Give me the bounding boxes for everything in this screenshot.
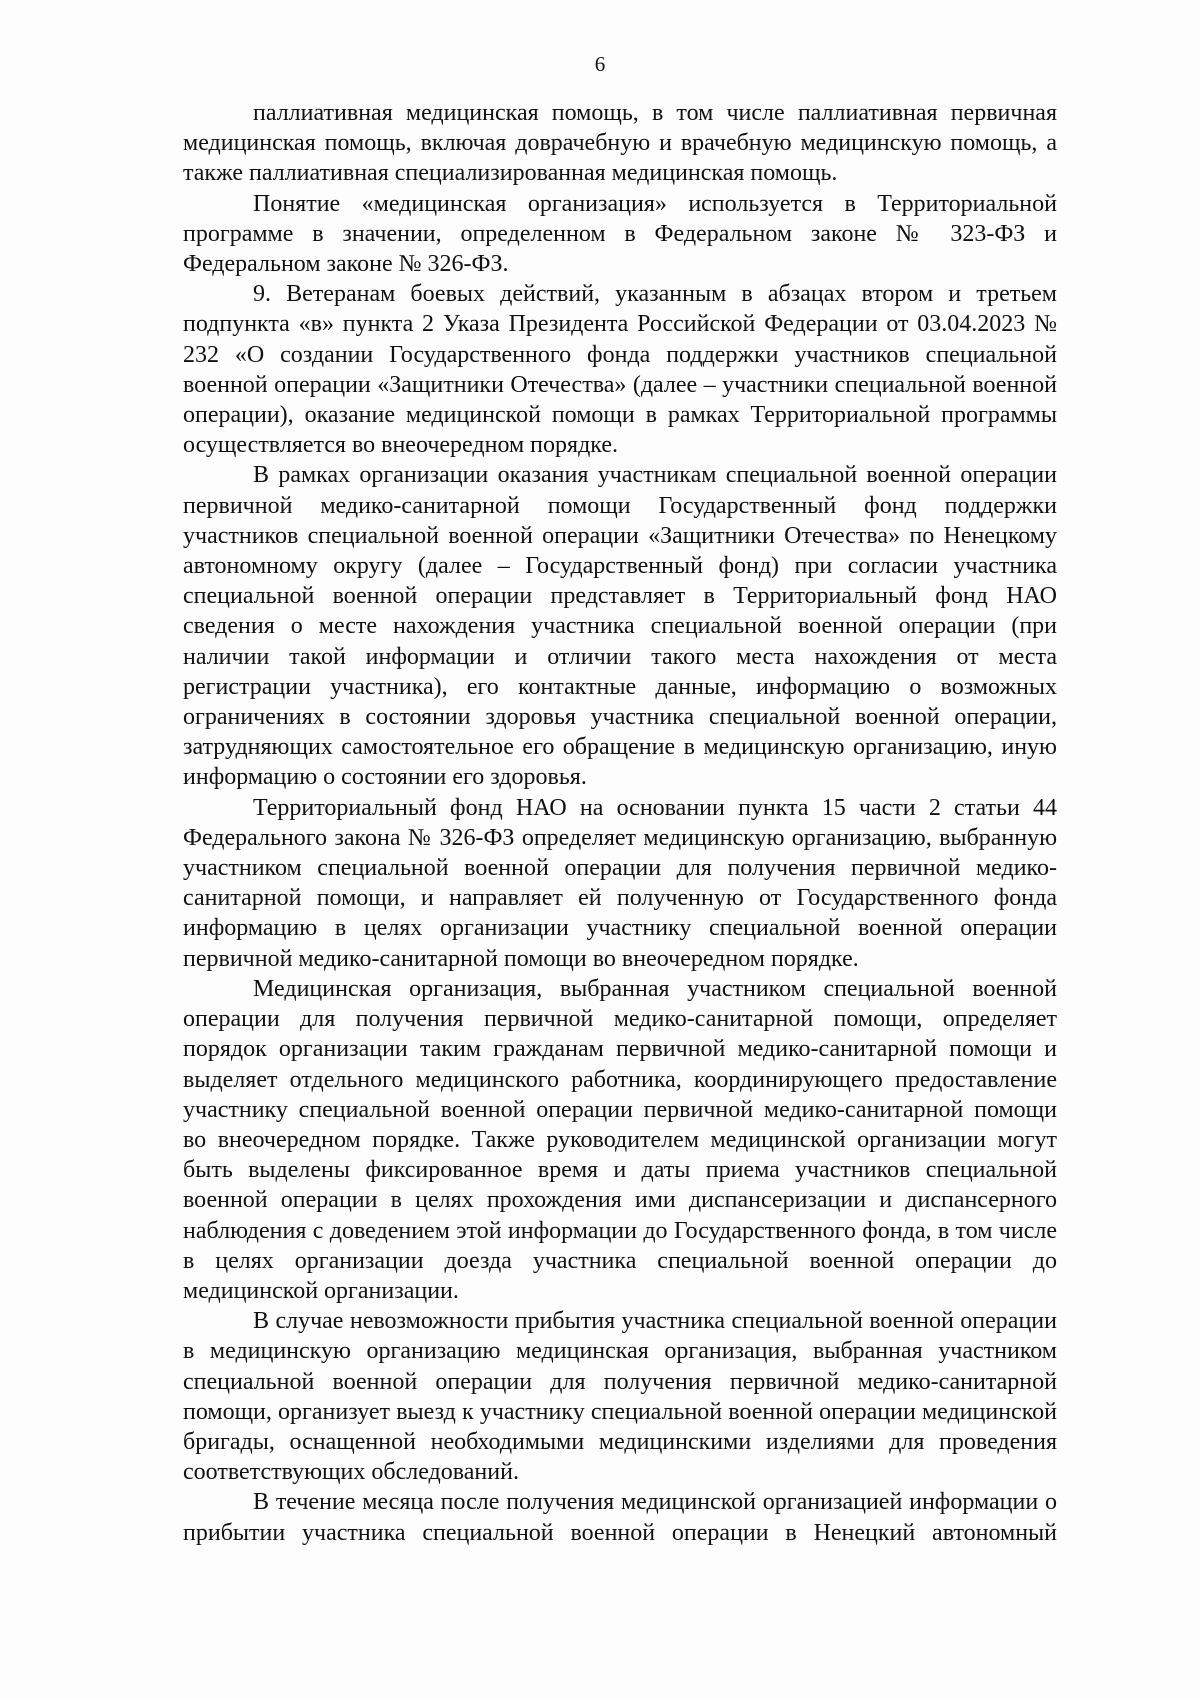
paragraph-territorial-fund: Территориальный фонд НАО на основании пункта 15 части 2 статьи 44 Федерального закона № 326-ФЗ определяет медицинскую организацию, выбранную участником специальной военной операции для получения первичной медико-санитарной помощи, и направляет ей полученную от Государственного фонда информацию в целях организации участнику специальной военной операции первичной медико-санитарной помощи во внеочередном порядке. (183, 794, 1057, 972)
document-body (183, 98, 1057, 1548)
paragraph-veterans-clause-9: 9. Ветеранам боевых действий, указанным в абзацах втором и третьем подпункта «в» пункта 2 Указа Президента Российской Федерации от 03.04.2023 № 232 «О создании Государственного фонда поддержки участников специальной военной операции «Защитники Отечества» (далее – участники специальной военной операции), оказание медицинской помощи в рамках Территориальной программы осуществляется во внеочередном порядке. (183, 281, 1057, 459)
paragraph-state-fund-information: В рамках организации оказания участникам специальной военной операции первичной медико-санитарной помощи Государственный фонд поддержки участников специальной военной операции «Защитники Отечества» по Ненецкому автономному округу (далее – Государственный фонд) при согласии участника специальной военной операции представляет в Территориальный фонд НАО сведения о месте нахождения участника специальной военной операции (при наличии такой информации и отличии такого места нахождения от места регистрации участника), его контактные данные, информацию о возможных ограничениях в состоянии здоровья участника специальной военной операции, затрудняющих самостоятельное его обращение в медицинскую организацию, иную информацию о состоянии его здоровья. (183, 462, 1057, 791)
paragraph-within-month: В течение месяца после получения медицинской организацией информации о прибытии участника специальной военной операции в Ненецкий автономный (183, 1489, 1057, 1546)
paragraph-medical-organization-duties: Медицинская организация, выбранная участником специальной военной операции для получения первичной медико-санитарной помощи, определяет порядок организации таким гражданам первичной медико-санитарной помощи и выделяет отдельного медицинского работника, координирующего предоставление участнику специальной военной операции первичной медико-санитарной помощи во внеочередном порядке. Также руководителем медицинской организации могут быть выделены фиксированное время и даты приема участников специальной военной операции в целях прохождения ими диспансеризации и диспансерного наблюдения с доведением этой информации до Государственного фонда, в том числе в целях организации доезда участника специальной военной операции до медицинской организации. (183, 975, 1057, 1304)
paragraph-visiting-brigade: В случае невозможности прибытия участника специальной военной операции в медицинскую организацию медицинская организация, выбранная участником специальной военной операции для получения первичной медико-санитарной помощи, организует выезд к участнику специальной военной операции медицинской бригады, оснащенной необходимыми медицинскими изделиями для проведения соответствующих обследований. (183, 1308, 1057, 1486)
paragraph-medical-organization-definition: Понятие «медицинская организация» используется в Территориальной программе в значении, определенном в Федеральном законе № 323-ФЗ и Федеральном законе № 326-ФЗ. (183, 190, 1057, 278)
page-number: 6 (594, 52, 606, 76)
paragraph-palliative-care: паллиативная медицинская помощь, в том числе паллиативная первичная медицинская помощь, включая доврачебную и врачебную медицинскую помощь, а также паллиативная специализированная медицинская помощь. (183, 100, 1057, 187)
